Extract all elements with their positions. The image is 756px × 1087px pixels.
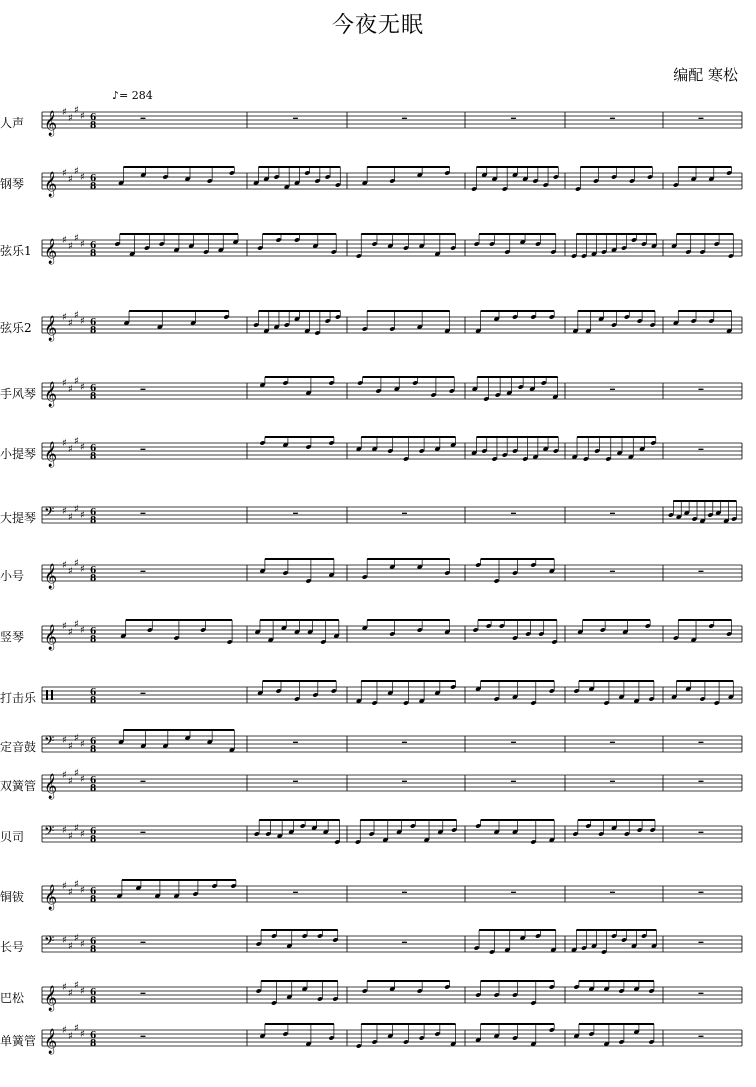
sharp-icon: ♯ (80, 382, 85, 393)
bass-clef-icon: 𝄢 (44, 823, 55, 842)
sharp-icon: ♯ (68, 831, 73, 842)
sharp-icon: ♯ (80, 829, 85, 840)
sharp-icon: ♯ (62, 881, 67, 892)
staff-7 (42, 501, 742, 526)
sharp-icon: ♯ (68, 1031, 73, 1042)
sharp-icon: ♯ (74, 166, 79, 177)
whole-rest: ━ (402, 777, 407, 786)
whole-rest: ━ (511, 738, 516, 747)
note-group (475, 1024, 555, 1047)
time-signature-bottom: 8 (90, 784, 97, 794)
whole-rest: ━ (140, 445, 146, 454)
time-signature-bottom: 8 (90, 835, 97, 845)
note-group (362, 167, 451, 186)
percussion-clef-icon (51, 690, 53, 700)
sharp-icon: ♯ (80, 625, 85, 636)
sharp-icon: ♯ (80, 1029, 85, 1040)
whole-rest: ━ (140, 777, 146, 786)
staff-4 (42, 310, 742, 341)
whole-rest: ━ (140, 509, 146, 518)
staff-1 (42, 105, 742, 136)
whole-rest: ━ (140, 828, 146, 837)
whole-rest: ━ (293, 888, 298, 897)
treble-clef-icon: 𝄞 (44, 172, 58, 197)
note-group (253, 167, 341, 190)
whole-rest: ━ (698, 114, 704, 123)
whole-rest: ━ (698, 888, 704, 897)
time-signature-bottom: 8 (90, 635, 97, 645)
time-signature (90, 241, 96, 259)
time-signature (90, 444, 96, 462)
whole-rest: ━ (698, 385, 704, 394)
instrument-label: 小号 (0, 569, 25, 583)
whole-rest: ━ (610, 114, 615, 123)
whole-rest: ━ (140, 385, 146, 394)
time-signature (90, 174, 96, 192)
treble-clef-icon: 𝄞 (44, 239, 58, 264)
note-group (471, 437, 559, 462)
time-signature (90, 566, 96, 584)
time-signature-top: 6 (90, 384, 97, 394)
staff-12 (42, 768, 742, 799)
whole-rest: ━ (402, 938, 407, 947)
sharp-icon: ♯ (68, 512, 73, 523)
time-signature-top: 6 (90, 887, 97, 897)
sharp-icon: ♯ (62, 506, 67, 517)
sharp-icon: ♯ (80, 885, 85, 896)
whole-rest: ━ (511, 888, 516, 897)
sharp-icon: ♯ (62, 312, 67, 323)
time-signature (90, 113, 96, 131)
note-group (114, 234, 238, 257)
time-signature-bottom: 8 (90, 1039, 97, 1049)
sharp-icon: ♯ (68, 741, 73, 752)
note-group (256, 981, 339, 1006)
time-signature-top: 6 (90, 508, 97, 518)
time-signature (90, 937, 96, 955)
instrument-label: 钢琴 (0, 177, 25, 191)
note-group (577, 620, 651, 635)
note-group (256, 930, 339, 949)
note-group (572, 311, 655, 334)
treble-clef-icon: 𝄞 (44, 442, 58, 467)
sharp-icon: ♯ (68, 384, 73, 395)
time-signature (90, 384, 96, 402)
sharp-icon: ♯ (74, 768, 79, 779)
whole-rest: ━ (402, 114, 407, 123)
time-signature (90, 688, 96, 706)
sharp-icon: ♯ (62, 621, 67, 632)
instrument-label: 打击乐 (0, 691, 37, 705)
time-signature (90, 1031, 96, 1049)
staff-17 (42, 1023, 742, 1054)
sharp-icon: ♯ (80, 239, 85, 250)
staff-10 (42, 681, 742, 706)
instrument-label: 长号 (0, 940, 25, 954)
note-group (573, 1024, 654, 1047)
sharp-icon: ♯ (62, 1025, 67, 1036)
whole-rest: ━ (698, 567, 704, 576)
sharp-icon: ♯ (74, 558, 79, 569)
note-group (671, 234, 734, 259)
staff-8 (42, 558, 742, 589)
staff-9 (42, 619, 742, 650)
sharp-icon: ♯ (80, 986, 85, 997)
bass-clef-icon: 𝄢 (44, 933, 55, 952)
whole-rest: ━ (140, 1032, 146, 1041)
time-signature-bottom: 8 (90, 945, 97, 955)
note-group (475, 559, 555, 584)
whole-rest: ━ (698, 938, 704, 947)
whole-rest: ━ (610, 738, 615, 747)
sharp-icon: ♯ (62, 825, 67, 836)
instrument-label: 单簧管 (0, 1034, 37, 1048)
whole-rest: ━ (610, 567, 615, 576)
time-signature-top: 6 (90, 318, 97, 328)
arranger-credit: 编配 寒松 (673, 66, 738, 84)
time-signature-top: 6 (90, 937, 97, 947)
treble-clef-icon: 𝄞 (44, 1029, 58, 1054)
whole-rest: ━ (610, 888, 615, 897)
whole-rest: ━ (293, 738, 298, 747)
time-signature (90, 508, 96, 526)
sharp-icon: ♯ (80, 564, 85, 575)
page-title: 今夜无眠 (331, 13, 424, 38)
whole-rest: ━ (402, 509, 407, 518)
sharp-icon: ♯ (62, 107, 67, 118)
time-signature (90, 318, 96, 336)
time-signature-bottom: 8 (90, 516, 97, 526)
note-group (471, 167, 559, 192)
whole-rest: ━ (402, 888, 407, 897)
whole-rest: ━ (293, 509, 298, 518)
treble-clef-icon: 𝄞 (44, 564, 58, 589)
sharp-icon: ♯ (74, 733, 79, 744)
sharp-icon: ♯ (62, 378, 67, 389)
sharp-icon: ♯ (62, 438, 67, 449)
whole-rest: ━ (698, 989, 704, 998)
whole-rest: ━ (140, 689, 146, 698)
time-signature-top: 6 (90, 627, 97, 637)
sharp-icon: ♯ (68, 627, 73, 638)
treble-clef-icon: 𝄞 (44, 625, 58, 650)
sharp-icon: ♯ (68, 776, 73, 787)
sharp-icon: ♯ (68, 988, 73, 999)
instrument-label: 双簧管 (0, 779, 37, 793)
note-group (575, 167, 653, 192)
sharp-icon: ♯ (80, 774, 85, 785)
note-group (259, 559, 334, 584)
tempo-marking: ♪= 284 (112, 89, 153, 102)
sharp-icon: ♯ (62, 560, 67, 571)
instrument-label: 贝司 (0, 830, 25, 844)
time-signature-top: 6 (90, 1031, 97, 1041)
note-group (120, 620, 233, 645)
note-group (673, 620, 732, 643)
whole-rest: ━ (610, 509, 615, 518)
instrument-label: 铜钹 (0, 890, 25, 904)
time-signature-bottom: 8 (90, 452, 97, 462)
sharp-icon: ♯ (68, 941, 73, 952)
whole-rest: ━ (140, 938, 146, 947)
note-group (356, 234, 456, 259)
time-signature (90, 737, 96, 755)
note-group (254, 620, 339, 645)
sharp-icon: ♯ (62, 235, 67, 246)
treble-clef-icon: 𝄞 (44, 885, 58, 910)
sharp-icon: ♯ (74, 436, 79, 447)
time-signature-bottom: 8 (90, 182, 97, 192)
note-group (571, 234, 657, 259)
sharp-icon: ♯ (62, 168, 67, 179)
whole-rest: ━ (402, 738, 407, 747)
time-signature (90, 827, 96, 845)
treble-clef-icon: 𝄞 (44, 316, 58, 341)
sharp-icon: ♯ (68, 241, 73, 252)
time-signature-bottom: 8 (90, 895, 97, 905)
time-signature-top: 6 (90, 988, 97, 998)
staff-13 (42, 820, 742, 845)
bass-clef-icon: 𝄢 (44, 733, 55, 752)
sharp-icon: ♯ (68, 444, 73, 455)
note-group (254, 820, 341, 845)
whole-rest: ━ (511, 114, 516, 123)
time-signature-bottom: 8 (90, 745, 97, 755)
sharp-icon: ♯ (68, 174, 73, 185)
instrument-label: 定音鼓 (0, 740, 37, 754)
note-group (571, 930, 657, 955)
time-signature-top: 6 (90, 444, 97, 454)
note-group (475, 820, 555, 845)
instrument-label: 弦乐1 (0, 244, 32, 258)
sharp-icon: ♯ (68, 887, 73, 898)
note-group (124, 311, 230, 330)
note-group (475, 981, 555, 1006)
sharp-icon: ♯ (68, 566, 73, 577)
staff-3 (42, 233, 742, 264)
time-signature-bottom: 8 (90, 121, 97, 131)
time-signature-top: 6 (90, 241, 97, 251)
time-signature-top: 6 (90, 688, 97, 698)
treble-clef-icon: 𝄞 (44, 986, 58, 1011)
note-group (472, 620, 557, 645)
time-signature (90, 887, 96, 905)
note-group (475, 311, 555, 334)
whole-rest: ━ (698, 445, 704, 454)
whole-rest: ━ (511, 509, 516, 518)
note-group (259, 1024, 334, 1047)
instrument-label: 小提琴 (0, 447, 37, 461)
sharp-icon: ♯ (62, 935, 67, 946)
staff-2 (42, 166, 742, 197)
note-group (253, 311, 341, 336)
sharp-icon: ♯ (74, 310, 79, 321)
whole-rest: ━ (293, 114, 298, 123)
note-group (668, 501, 737, 524)
note-group (671, 681, 734, 706)
note-group (356, 1024, 456, 1049)
instrument-label: 大提琴 (0, 511, 37, 525)
sharp-icon: ♯ (74, 233, 79, 244)
sharp-icon: ♯ (68, 113, 73, 124)
instrument-label: 弦乐2 (0, 321, 32, 335)
whole-rest: ━ (698, 828, 704, 837)
note-group (259, 377, 334, 396)
note-group (573, 681, 654, 706)
time-signature-bottom: 8 (90, 574, 97, 584)
instrument-label: 巴松 (0, 991, 25, 1005)
sharp-icon: ♯ (74, 933, 79, 944)
sharp-icon: ♯ (80, 172, 85, 183)
whole-rest: ━ (511, 777, 516, 786)
note-group (673, 311, 732, 334)
sharp-icon: ♯ (62, 982, 67, 993)
sharp-icon: ♯ (74, 105, 79, 116)
instrument-label: 手风琴 (0, 387, 37, 401)
staff-11 (42, 730, 742, 755)
note-group (362, 311, 451, 334)
note-group (356, 437, 456, 462)
bass-clef-icon: 𝄢 (44, 504, 55, 523)
time-signature-top: 6 (90, 776, 97, 786)
time-signature-top: 6 (90, 174, 97, 184)
staff-5 (42, 376, 742, 407)
sharp-icon: ♯ (80, 111, 85, 122)
note-group (118, 167, 235, 186)
staff-6 (42, 436, 742, 467)
staff-15 (42, 930, 742, 955)
time-signature-top: 6 (90, 566, 97, 576)
whole-rest: ━ (610, 777, 615, 786)
instrument-label: 人声 (0, 116, 25, 130)
time-signature-bottom: 8 (90, 696, 97, 706)
percussion-clef-icon (46, 690, 48, 700)
time-signature (90, 776, 96, 794)
sharp-icon: ♯ (62, 735, 67, 746)
sharp-icon: ♯ (74, 1023, 79, 1034)
sharp-icon: ♯ (74, 504, 79, 515)
treble-clef-icon: 𝄞 (44, 774, 58, 799)
whole-rest: ━ (698, 777, 704, 786)
note-group (475, 681, 555, 706)
sharp-icon: ♯ (74, 619, 79, 630)
treble-clef-icon: 𝄞 (44, 111, 58, 136)
time-signature (90, 988, 96, 1006)
time-signature-bottom: 8 (90, 392, 97, 402)
note-group (356, 681, 456, 706)
whole-rest: ━ (698, 738, 704, 747)
sharp-icon: ♯ (80, 739, 85, 750)
note-group (472, 377, 559, 402)
note-group (355, 820, 457, 845)
whole-rest: ━ (140, 567, 146, 576)
sharp-icon: ♯ (80, 442, 85, 453)
note-group (474, 930, 557, 955)
staff-14 (42, 879, 742, 910)
sharp-icon: ♯ (80, 316, 85, 327)
sharp-icon: ♯ (74, 376, 79, 387)
note-group (118, 730, 235, 753)
whole-rest: ━ (140, 114, 146, 123)
time-signature (90, 627, 96, 645)
note-group (116, 880, 236, 899)
treble-clef-icon: 𝄞 (44, 382, 58, 407)
sharp-icon: ♯ (80, 939, 85, 950)
sharp-icon: ♯ (74, 879, 79, 890)
time-signature-bottom: 8 (90, 249, 97, 259)
staff-16 (42, 980, 742, 1011)
time-signature-top: 6 (90, 737, 97, 747)
whole-rest: ━ (610, 385, 615, 394)
time-signature-bottom: 8 (90, 996, 97, 1006)
sharp-icon: ♯ (68, 318, 73, 329)
time-signature-top: 6 (90, 827, 97, 837)
whole-rest: ━ (698, 1032, 704, 1041)
whole-rest: ━ (293, 777, 298, 786)
note-group (572, 437, 657, 462)
sharp-icon: ♯ (74, 823, 79, 834)
whole-rest: ━ (140, 989, 146, 998)
time-signature-top: 6 (90, 113, 97, 123)
sharp-icon: ♯ (74, 980, 79, 991)
sharp-icon: ♯ (80, 510, 85, 521)
time-signature-bottom: 8 (90, 326, 97, 336)
sharp-icon: ♯ (62, 770, 67, 781)
instrument-label: 竖琴 (0, 630, 25, 644)
